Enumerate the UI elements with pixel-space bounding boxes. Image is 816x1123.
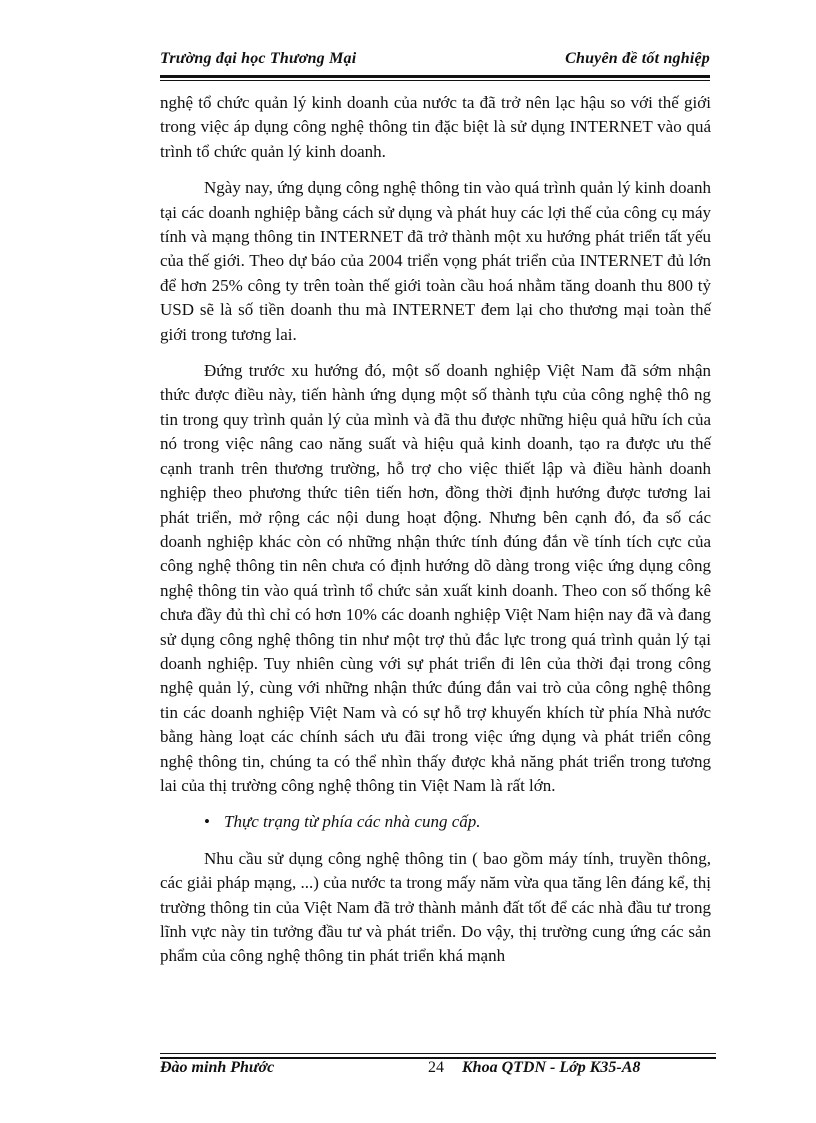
header-rule-thin	[160, 80, 710, 81]
footer-rule-thin	[160, 1053, 716, 1054]
page-header	[160, 50, 710, 74]
page-footer	[160, 1059, 716, 1083]
document-body	[160, 91, 711, 969]
header-school: Trường đại học Thương Mại	[160, 50, 357, 67]
bullet-text: Thực trạng từ phía các nhà cung cấp.	[224, 812, 481, 832]
footer-class: Khoa QTDN - Lớp K35-A8	[462, 1059, 641, 1076]
footer-author: Đào minh Phước	[160, 1059, 275, 1076]
bullet-dot: •	[204, 812, 210, 832]
paragraph-vietnam-enterprises: Đứng trước xu hướng đó, một số doanh nghiệp Việt Nam đã sớm nhận thức được điều này, tiến hành ứng dụng một số thành tựu của công nghệ thô ng tin trong quy trình quản lý của mình và đã thu được những hiệu quả hữu ích của nó trong việc nâng cao năng suất và hiệu quả kinh doanh, tạo ra được ưu thế cạnh tranh trên thương trường, hỗ trợ cho việc thiết lập và điều hành doanh nghiệp theo phương thức tiên tiến hơn, đồng thời định hướng được tương lai phát triển, mở rộng các nội dung hoạt động. Nhưng bên cạnh đó, đa số các doanh nghiệp khác còn có những nhận thức tính đúng đắn về tính tích cực của công nghệ thông tin nên chưa có định hướng dõ dàng trong việc ứng dụng công nghệ thông tin vào quá trình tổ chức sản xuất kinh doanh. Theo con số thống kê chưa đầy đủ thì chỉ có hơn 10% các doanh nghiệp Việt Nam hiện nay đã và đang sử dụng công nghệ thông tin như một trợ thủ đắc lực trong quá trình quản lý tại doanh nghiệp. Tuy nhiên cùng với sự phát triển đi lên của thời đại trong công nghệ quản lý, cùng với những nhận thức đúng đắn vai trò của công nghệ thông tin các doanh nghiệp Việt Nam và có sự hỗ trợ khuyến khích từ phía Nhà nước bằng hàng loạt các chính sách ưu đãi trong việc ứng dụng và phát triển công nghệ thông tin, chúng ta có thể nhìn thấy được khả năng phát triển trong tương lai của thị trường công nghệ thông tin Việt Nam là rất lớn.	[160, 361, 711, 795]
paragraph-continued: nghệ tổ chức quản lý kinh doanh của nước ta đã trở nên lạc hậu so với thế giới trong việc áp dụng công nghệ thông tin đặc biệt là sử dụng INTERNET vào quá trình tổ chức quản lý kinh doanh.	[160, 93, 711, 161]
header-rule-thick	[160, 75, 710, 78]
paragraph-supplier-demand: Nhu cầu sử dụng công nghệ thông tin ( bao gồm máy tính, truyền thông, các giải pháp mạng, ...) của nước ta trong mấy năm vừa qua tăng lên đáng kể, thị trường thông tin của Việt Nam đã trở thành mảnh đất tốt để các nhà đầu tư trong lĩnh vực này tin tưởng đầu tư và phát triển. Do vậy, thị trường cung ứng các sản phẩm của công nghệ thông tin phát triển khá mạnh	[160, 848, 711, 966]
header-doc-type: Chuyên đề tốt nghiệp	[565, 50, 710, 67]
bullet-item	[160, 810, 711, 834]
page-number: 24	[428, 1059, 444, 1076]
paragraph-internet-trend: Ngày nay, ứng dụng công nghệ thông tin vào quá trình quản lý kinh doanh tại các doanh nghiệp bằng cách sử dụng và phát huy các lợi thế của công cụ máy tính và mạng thông tin INTERNET đã trở thành một xu hướng phát triển tất yếu của thế giới. Theo dự báo của 2004 triển vọng phát triển của INTERNET đủ lớn để hơn 25% công ty trên toàn thế giới toàn cầu hoá nhằm tăng doanh thu 800 tỷ USD sẽ là số tiền doanh thu mà INTERNET đem lại cho thương mại toàn thế giới trong tương lai.	[160, 178, 711, 344]
